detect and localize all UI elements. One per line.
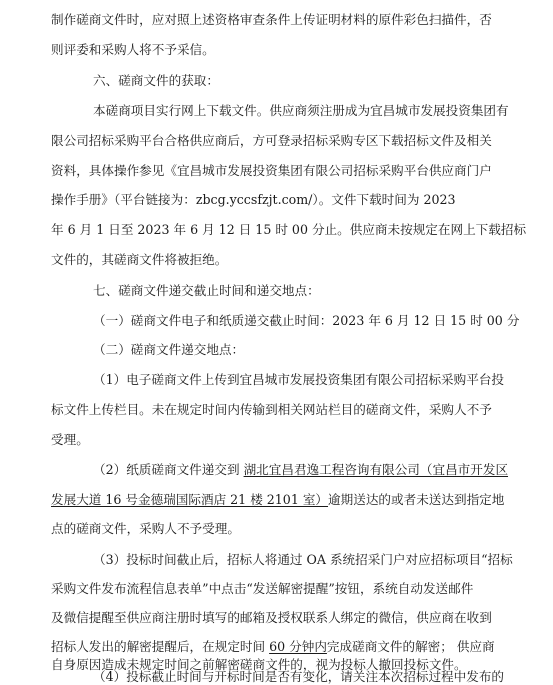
section-6-heading: 六、磋商文件的获取： bbox=[93, 73, 219, 88]
delivery-address-part-1: 湖北宜昌君逸工程咨询有限公司（宜昌市开发区 bbox=[243, 462, 509, 477]
section-6-line-5: 年 6 月 1 日至 2023 年 6 月 12 日 15 时 00 分止。供应商未按规定在网上下载招标 bbox=[51, 222, 527, 237]
sub-4-line-1: （4）投标截止时间与开标时间是否有变化，请关注本次招标过程中发布的 bbox=[93, 669, 505, 684]
section-7-heading: 七、磋商文件递交截止时间和递交地点： bbox=[93, 283, 320, 298]
sub-1-line-3: 受理。 bbox=[51, 432, 89, 447]
section-6-line-4: 操作手册》（平台链接为：zbcg.yccsfzjt.com/）。文件下载时间为 2023 bbox=[51, 192, 456, 207]
section-6-line-1: 本磋商项目实行网上下载文件。供应商须注册成为宜昌城市发展投资集团有 bbox=[93, 103, 509, 118]
sub-3-line-4-text-a: 招标人发出的解密提醒后，在规定时间 bbox=[51, 639, 270, 654]
decrypt-time-limit: 60 分钟内 bbox=[269, 639, 327, 654]
sub-3-line-4-text-b: 完成磋商文件的解密； 供应商 bbox=[326, 639, 495, 654]
intro-line-1: 制作磋商文件时，应对照上述资格审查条件上传证明材料的原件彩色扫描件，否 bbox=[51, 12, 492, 27]
section-6-line-6: 文件的，其磋商文件将被拒绝。 bbox=[51, 252, 228, 267]
sub-2-line-3: 点的磋商文件，采购人不予受理。 bbox=[51, 521, 240, 536]
section-7-item-1: （一）磋商文件电子和纸质递交截止时间：2023 年 6 月 12 日 15 时 00 分 bbox=[93, 313, 520, 328]
sub-3-line-2: 采购文件发布流程信息表单”中点击“发送解密提醒”按钮，系统自动发送邮件 bbox=[51, 581, 474, 596]
sub-3-line-4 bbox=[51, 639, 495, 655]
sub-2-line-2-text: 逾期送达的或者未送达到指定地 bbox=[328, 492, 505, 507]
section-6-line-3: 资料，具体操作参见《宜昌城市发展投资集团有限公司招标采购平台供应商门户 bbox=[51, 163, 492, 178]
sub-3-line-5: 自身原因造成未规定时间之前解密磋商文件的，视为投标人撤回投标文件。 bbox=[51, 657, 467, 672]
sub-1-line-2: 标文件上传栏目。未在规定时间内传输到相关网站栏目的磋商文件，采购人不予 bbox=[51, 402, 492, 417]
sub-1-line-1: （1）电子磋商文件上传到宜昌城市发展投资集团有限公司招标采购平台投 bbox=[93, 372, 505, 387]
sub-2-line-1 bbox=[93, 462, 508, 478]
section-6-line-2: 限公司招标采购平台合格供应商后，方可登录招标采购专区下载招标文件及相关 bbox=[51, 133, 492, 148]
sub-3-line-1: （3）投标时间截止后，招标人将通过 OA 系统招采门户对应招标项目“招标 bbox=[93, 552, 513, 567]
sub-3-line-3: 及微信提醒至供应商注册时填写的邮箱及授权联系人绑定的微信，供应商在收到 bbox=[51, 610, 492, 625]
sub-2-line-2 bbox=[51, 492, 504, 508]
intro-line-2: 则评委和采购人将不予采信。 bbox=[51, 42, 215, 57]
sub-2-line-1-text: （2）纸质磋商文件递交到 bbox=[93, 462, 244, 477]
delivery-address-part-2: 发展大道 16 号金德瑞国际酒店 21 楼 2101 室） bbox=[51, 492, 329, 507]
section-7-item-2: （二）磋商文件递交地点： bbox=[93, 342, 245, 357]
